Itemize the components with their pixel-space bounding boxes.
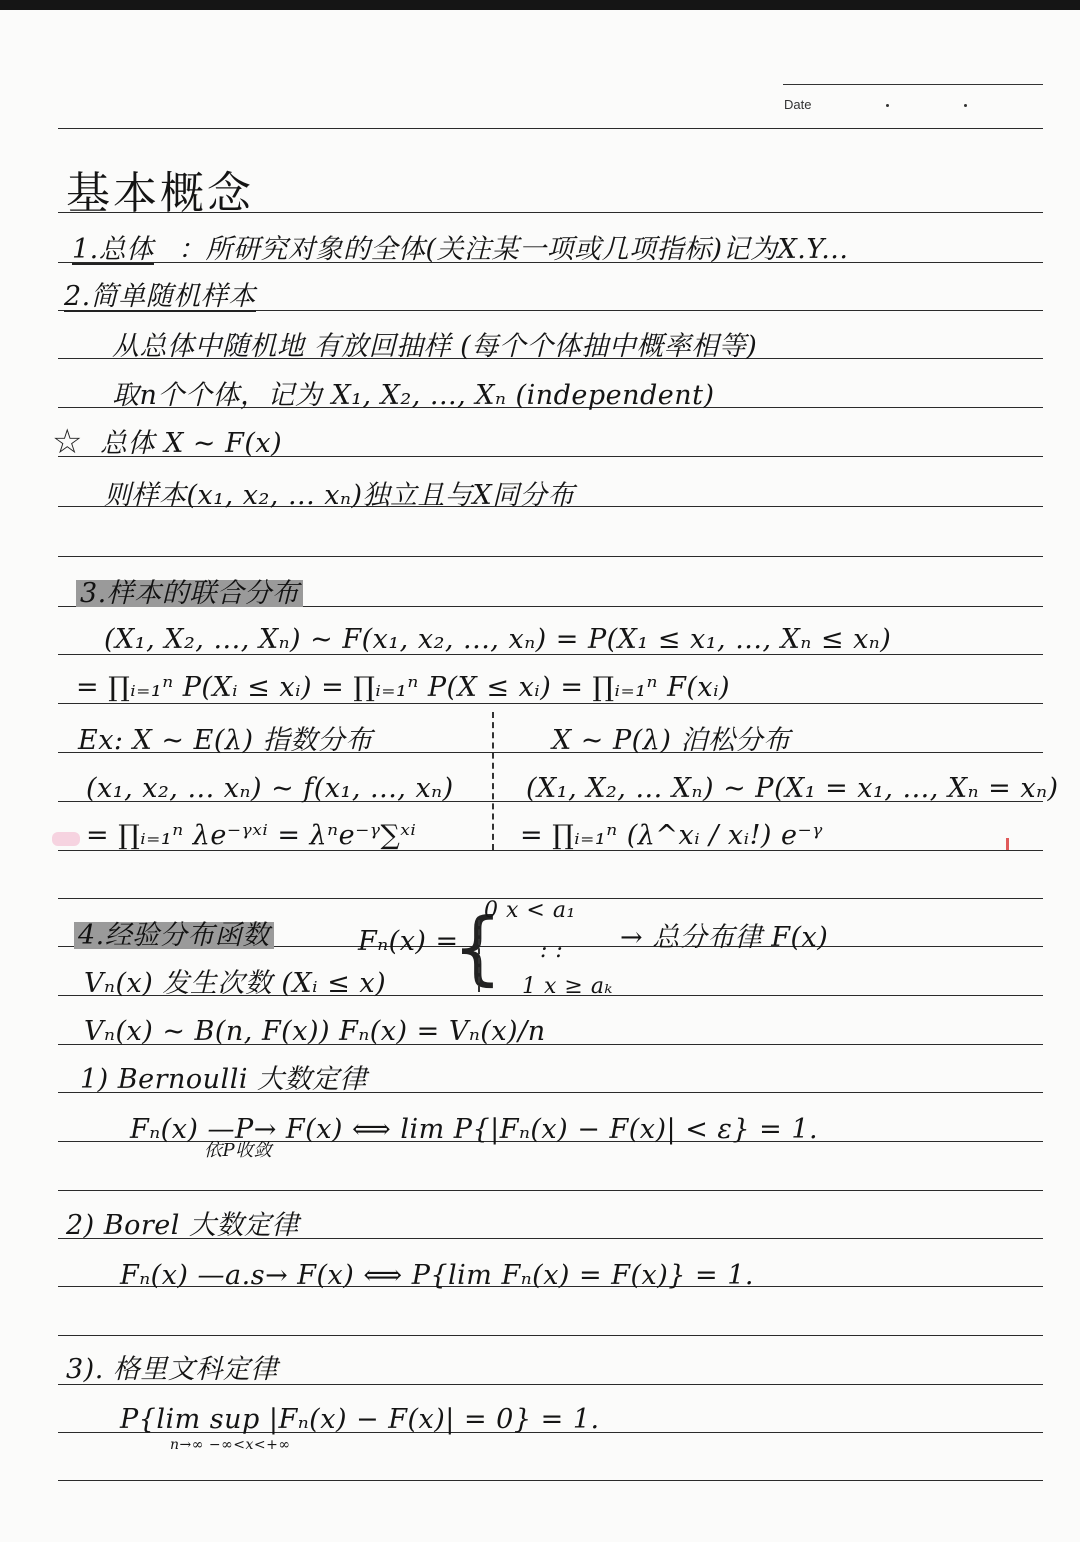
section-4-vn: Vₙ(x) 发生次数 (Xᵢ ≤ x) — [84, 968, 387, 999]
example-right-1: X ~ P(λ) 泊松分布 — [552, 725, 791, 756]
section-2-line-1: 从总体中随机地 有放回抽样 (每个个体抽中概率相等) — [112, 331, 758, 362]
arrow-to-distribution: → 总分布律 F(x) — [620, 922, 829, 953]
section-2-line-4: 则样本(x₁, x₂, ... xₙ)独立且与X同分布 — [104, 480, 575, 511]
section-3-label: 3.样本的联合分布 — [76, 580, 303, 607]
piecewise-brace: { — [452, 901, 503, 994]
ruled-line — [58, 1190, 1043, 1191]
theorem-1-formula: Fₙ(x) —P→ F(x) ⟺ lim P{|Fₙ(x) − F(x)| < ε} = 1. — [130, 1114, 819, 1145]
case-divider — [478, 920, 480, 992]
date-dot — [886, 104, 889, 107]
ruled-line — [58, 128, 1043, 129]
ruled-line — [58, 1480, 1043, 1481]
theorem-2-formula: Fₙ(x) —a.s→ F(x) ⟺ P{lim Fₙ(x) = F(x)} = 1. — [120, 1260, 755, 1291]
section-3-line-2: = ∏ᵢ₌₁ⁿ P(Xᵢ ≤ xᵢ) = ∏ᵢ₌₁ⁿ P(X ≤ xᵢ) = ∏ᵢ₌₁ⁿ F(xᵢ) — [76, 672, 731, 703]
example-left-1: Ex: X ~ E(λ) 指数分布 — [78, 725, 373, 756]
ruled-line — [58, 556, 1043, 557]
example-right-2: (X₁, X₂, ... Xₙ) ~ P(X₁ = x₁, ..., Xₙ = xₙ) — [526, 773, 1059, 804]
theorem-1-label: 1) Bernoulli 大数定律 — [80, 1064, 368, 1095]
red-mark — [1006, 838, 1009, 850]
theorem-2-label: 2) Borel 大数定律 — [66, 1210, 299, 1241]
example-left-2: (x₁, x₂, ... xₙ) ~ f(x₁, ..., xₙ) — [86, 773, 454, 804]
theorem-3-subscript: n→∞ −∞<x<+∞ — [170, 1437, 291, 1453]
case-2: 1 x ≥ aₖ — [522, 974, 613, 999]
section-3-line-1: (X₁, X₂, ..., Xₙ) ~ F(x₁, x₂, ..., xₙ) = P(X₁ ≤ x₁, ..., Xₙ ≤ xₙ) — [104, 624, 892, 655]
top-border — [0, 0, 1080, 10]
star-icon: ☆ — [52, 422, 83, 462]
section-2-label: 2.简单随机样本 — [64, 281, 256, 312]
theorem-1-note: 依P收敛 — [204, 1140, 273, 1161]
example-right-3: = ∏ᵢ₌₁ⁿ (λ^xᵢ / xᵢ!) e⁻ᵞ — [520, 820, 823, 851]
date-line — [783, 84, 1043, 85]
theorem-3-formula: P{lim sup |Fₙ(x) − F(x)| = 0} = 1. — [120, 1404, 600, 1435]
column-divider — [492, 712, 494, 850]
empirical-fn: Fₙ(x) = — [358, 926, 459, 957]
section-2-line-2: 取n个个体，记为 X₁, X₂, ..., Xₙ (independent) — [112, 380, 715, 411]
ruled-line — [58, 1335, 1043, 1336]
section-4-label: 4.经验分布函数 — [74, 922, 274, 949]
section-1-text: ：所研究对象的全体(关注某一项或几项指标)记为X.Y... — [178, 234, 849, 265]
ruled-line — [58, 703, 1043, 704]
section-1-label: 1.总体 — [72, 234, 154, 265]
section-2-line-3: 总体 X ~ F(x) — [100, 428, 283, 459]
example-left-3: = ∏ᵢ₌₁ⁿ λe⁻ᵞˣⁱ = λⁿe⁻ᵞ∑ˣⁱ — [86, 820, 417, 851]
date-label: Date — [784, 97, 812, 112]
page-title: 基本概念 — [66, 168, 254, 219]
date-dot — [964, 104, 967, 107]
theorem-3-label: 3). 格里文科定律 — [66, 1354, 278, 1385]
case-dots: : : — [540, 938, 564, 963]
highlighter-mark — [52, 832, 80, 846]
section-4-distribution: Vₙ(x) ~ B(n, F(x)) Fₙ(x) = Vₙ(x)/n — [84, 1016, 546, 1047]
case-1: 0 x < a₁ — [484, 898, 576, 923]
